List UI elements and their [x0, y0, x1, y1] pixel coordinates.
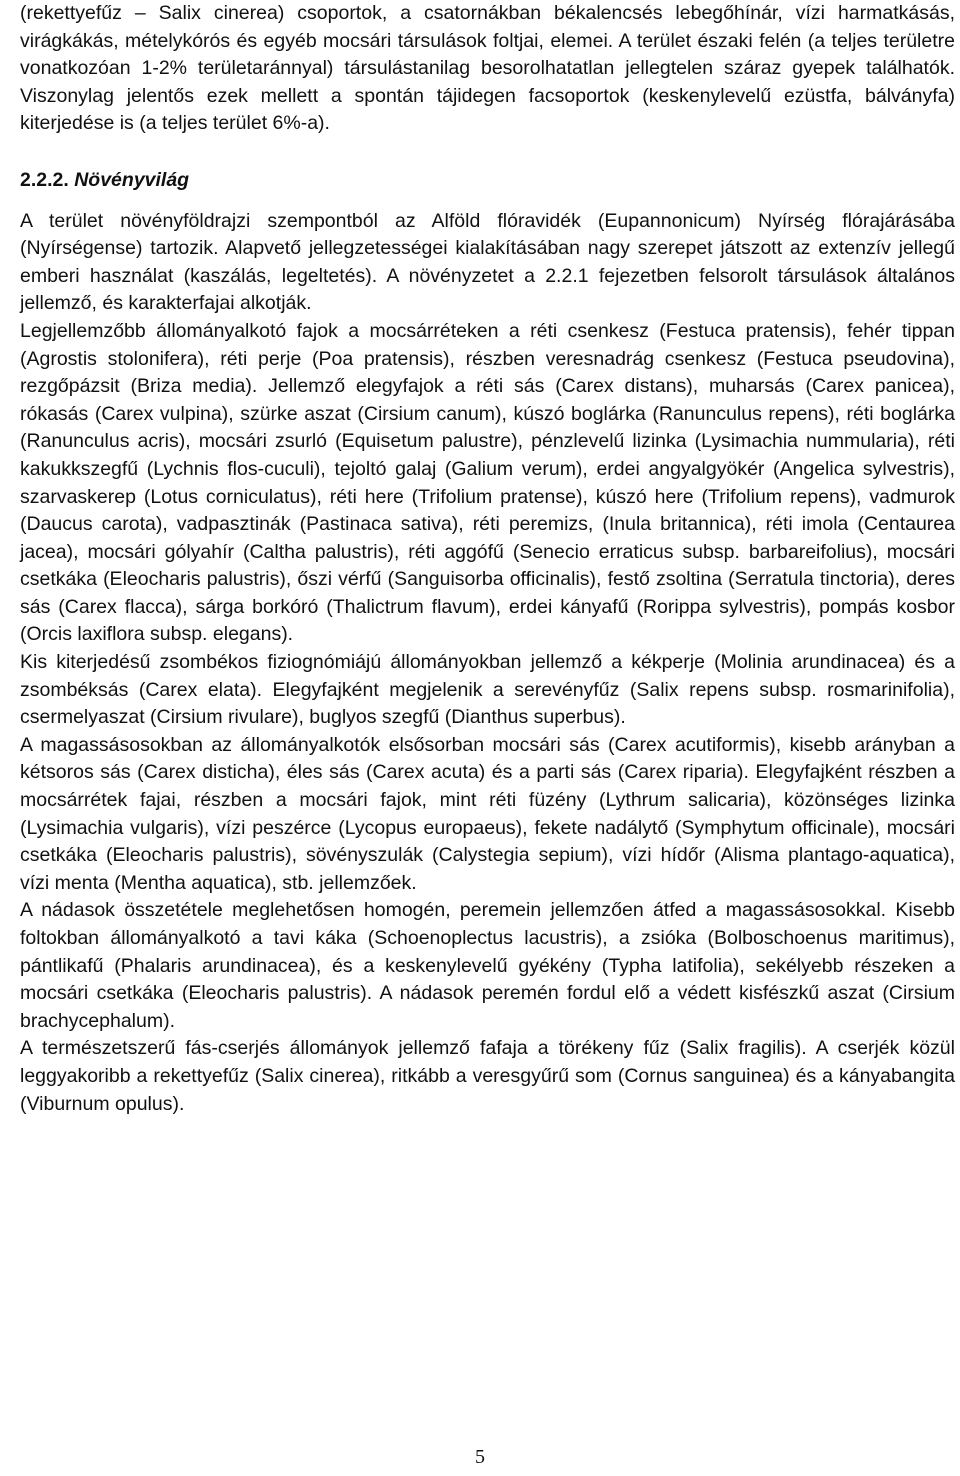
section-heading	[20, 167, 955, 195]
paragraph-phytogeography: A terület növényföldrajzi szempontból az Alföld flóravidék (Eupannonicum) Nyírség flórajárásába (Nyírségense) tartozik. Alapvető jellegzetességei kialakításában nagy szerepet játszott az extenzív jellegű emberi használat (kaszálás, legeltetés). A növényzetet a 2.2.1 fejezetben felsorolt társulások általános jellemző, és karakterfajai alkotják.	[20, 209, 955, 315]
spacer	[20, 138, 955, 167]
section-number: 2.2.2.	[20, 168, 69, 191]
paragraph-mocsarretek: Legjellemzőbb állományalkotó fajok a mocsárréteken a réti csenkesz (Festuca pratensis), fehér tippan (Agrostis stolonifera), réti perje (Poa pratensis), részben veresnadrág csenkesz (Festuca pseudovina), rezgőpázsit (Briza media). Jellemző elegyfajok a réti sás (Carex distans), muharsás (Carex panicea), rókasás (Carex vulpina), szürke aszat (Cirsium canum), kúszó boglárka (Ranunculus repens), réti boglárka (Ranunculus acris), mocsári zsurló (Equisetum palustre), pénzlevelű lizinka (Lysimachia nummularia), réti kakukkszegfű (Lychnis flos-cuculi), tejoltó galaj (Galium verum), erdei angyalgyökér (Angelica sylvestris), szarvaskerep (Lotus corniculatus), réti here (Trifolium pratense), kúszó here (Trifolium repens), vadmurok (Daucus carota), vadpasztinák (Pastinaca sativa), réti peremizs, (Inula britannica), réti imola (Centaurea jacea), mocsári gólyahír (Caltha palustris), réti aggófű (Senecio erraticus subsp. barbareifolius), mocsári csetkáka (Eleocharis palustris), őszi vérfű (Sanguisorba officinalis), festő zsoltina (Serratula tinctoria), deres sás (Carex flacca), sárga borkóró (Thalictrum flavum), erdei kányafű (Rorippa sylvestris), pompás kosbor (Orcis laxiflora subsp. elegans).	[20, 319, 955, 646]
paragraph-zsombekos: Kis kiterjedésű zsombékos fiziognómiájú állományokban jellemző a kékperje (Molinia arundinacea) és a zsombéksás (Carex elata). Elegyfajként megjelenik a serevényfűz (Salix repens subsp. rosmarinifolia), csermelyaszat (Cirsium rivulare), buglyos szegfű (Dianthus superbus).	[20, 651, 955, 729]
section-title: Növényvilág	[74, 168, 190, 191]
paragraph-magassasosok: A magassásosokban az állományalkotók elsősorban mocsári sás (Carex acutiformis), kisebb arányban a kétsoros sás (Carex disticha), éles sás (Carex acuta) és a parti sás (Carex riparia). Elegyfajként részben a mocsárrétek fajai, részben a mocsári fajok, mint réti füzény (Lythrum salicaria), közönséges lizinka (Lysimachia vulgaris), vízi peszérce (Lycopus europaeus), fekete nadálytő (Symphytum officinale), mocsári csetkáka (Eleocharis palustris), sövényszulák (Calystegia sepium), vízi hídőr (Alisma plantago-aquatica), vízi menta (Mentha aquatica), stb. jellemzőek.	[20, 733, 955, 894]
paragraph-nadasok: A nádasok összetétele meglehetősen homogén, peremein jellemzően átfed a magassásosokkal. Kisebb foltokban állományalkotó a tavi káka (Schoenoplectus lacustris), a zsióka (Bolboschoenus maritimus), pántlikafű (Phalaris arundinacea), és a keskenylevelű gyékény (Typha latifolia), sekélyebb részeken a mocsári csetkáka (Eleocharis palustris). A nádasok peremén fordul elő a védett kisfészkű aszat (Cirsium brachycephalum).	[20, 899, 955, 1032]
intro-paragraph: (rekettyefűz – Salix cinerea) csoportok, a csatornákban békalencsés lebegőhínár, vízi harmatkásás, virágkákás, mételykórós és egyéb mocsári társulások foltjai, elemei. A terület északi felén (a teljes területre vonatkozóan 1-2% területaránnyal) társulástanilag besorolhatatlan jellegtelen száraz gyepek találhatók. Viszonylag jelentős ezek mellett a spontán tájidegen facsoportok (keskenylevelű ezüstfa, bálványfa) kiterjedése is (a teljes terület 6%-a).	[20, 2, 955, 135]
page-number: 5	[475, 1446, 485, 1468]
paragraph-fas-cserjes: A természetszerű fás-cserjés állományok jellemző fafaja a törékeny fűz (Salix fragilis). A cserjék közül leggyakoribb a rekettyefűz (Salix cinerea), ritkább a veresgyűrű som (Cornus sanguinea) és a kányabangita (Viburnum opulus).	[20, 1037, 955, 1115]
document-page	[20, 0, 955, 1118]
